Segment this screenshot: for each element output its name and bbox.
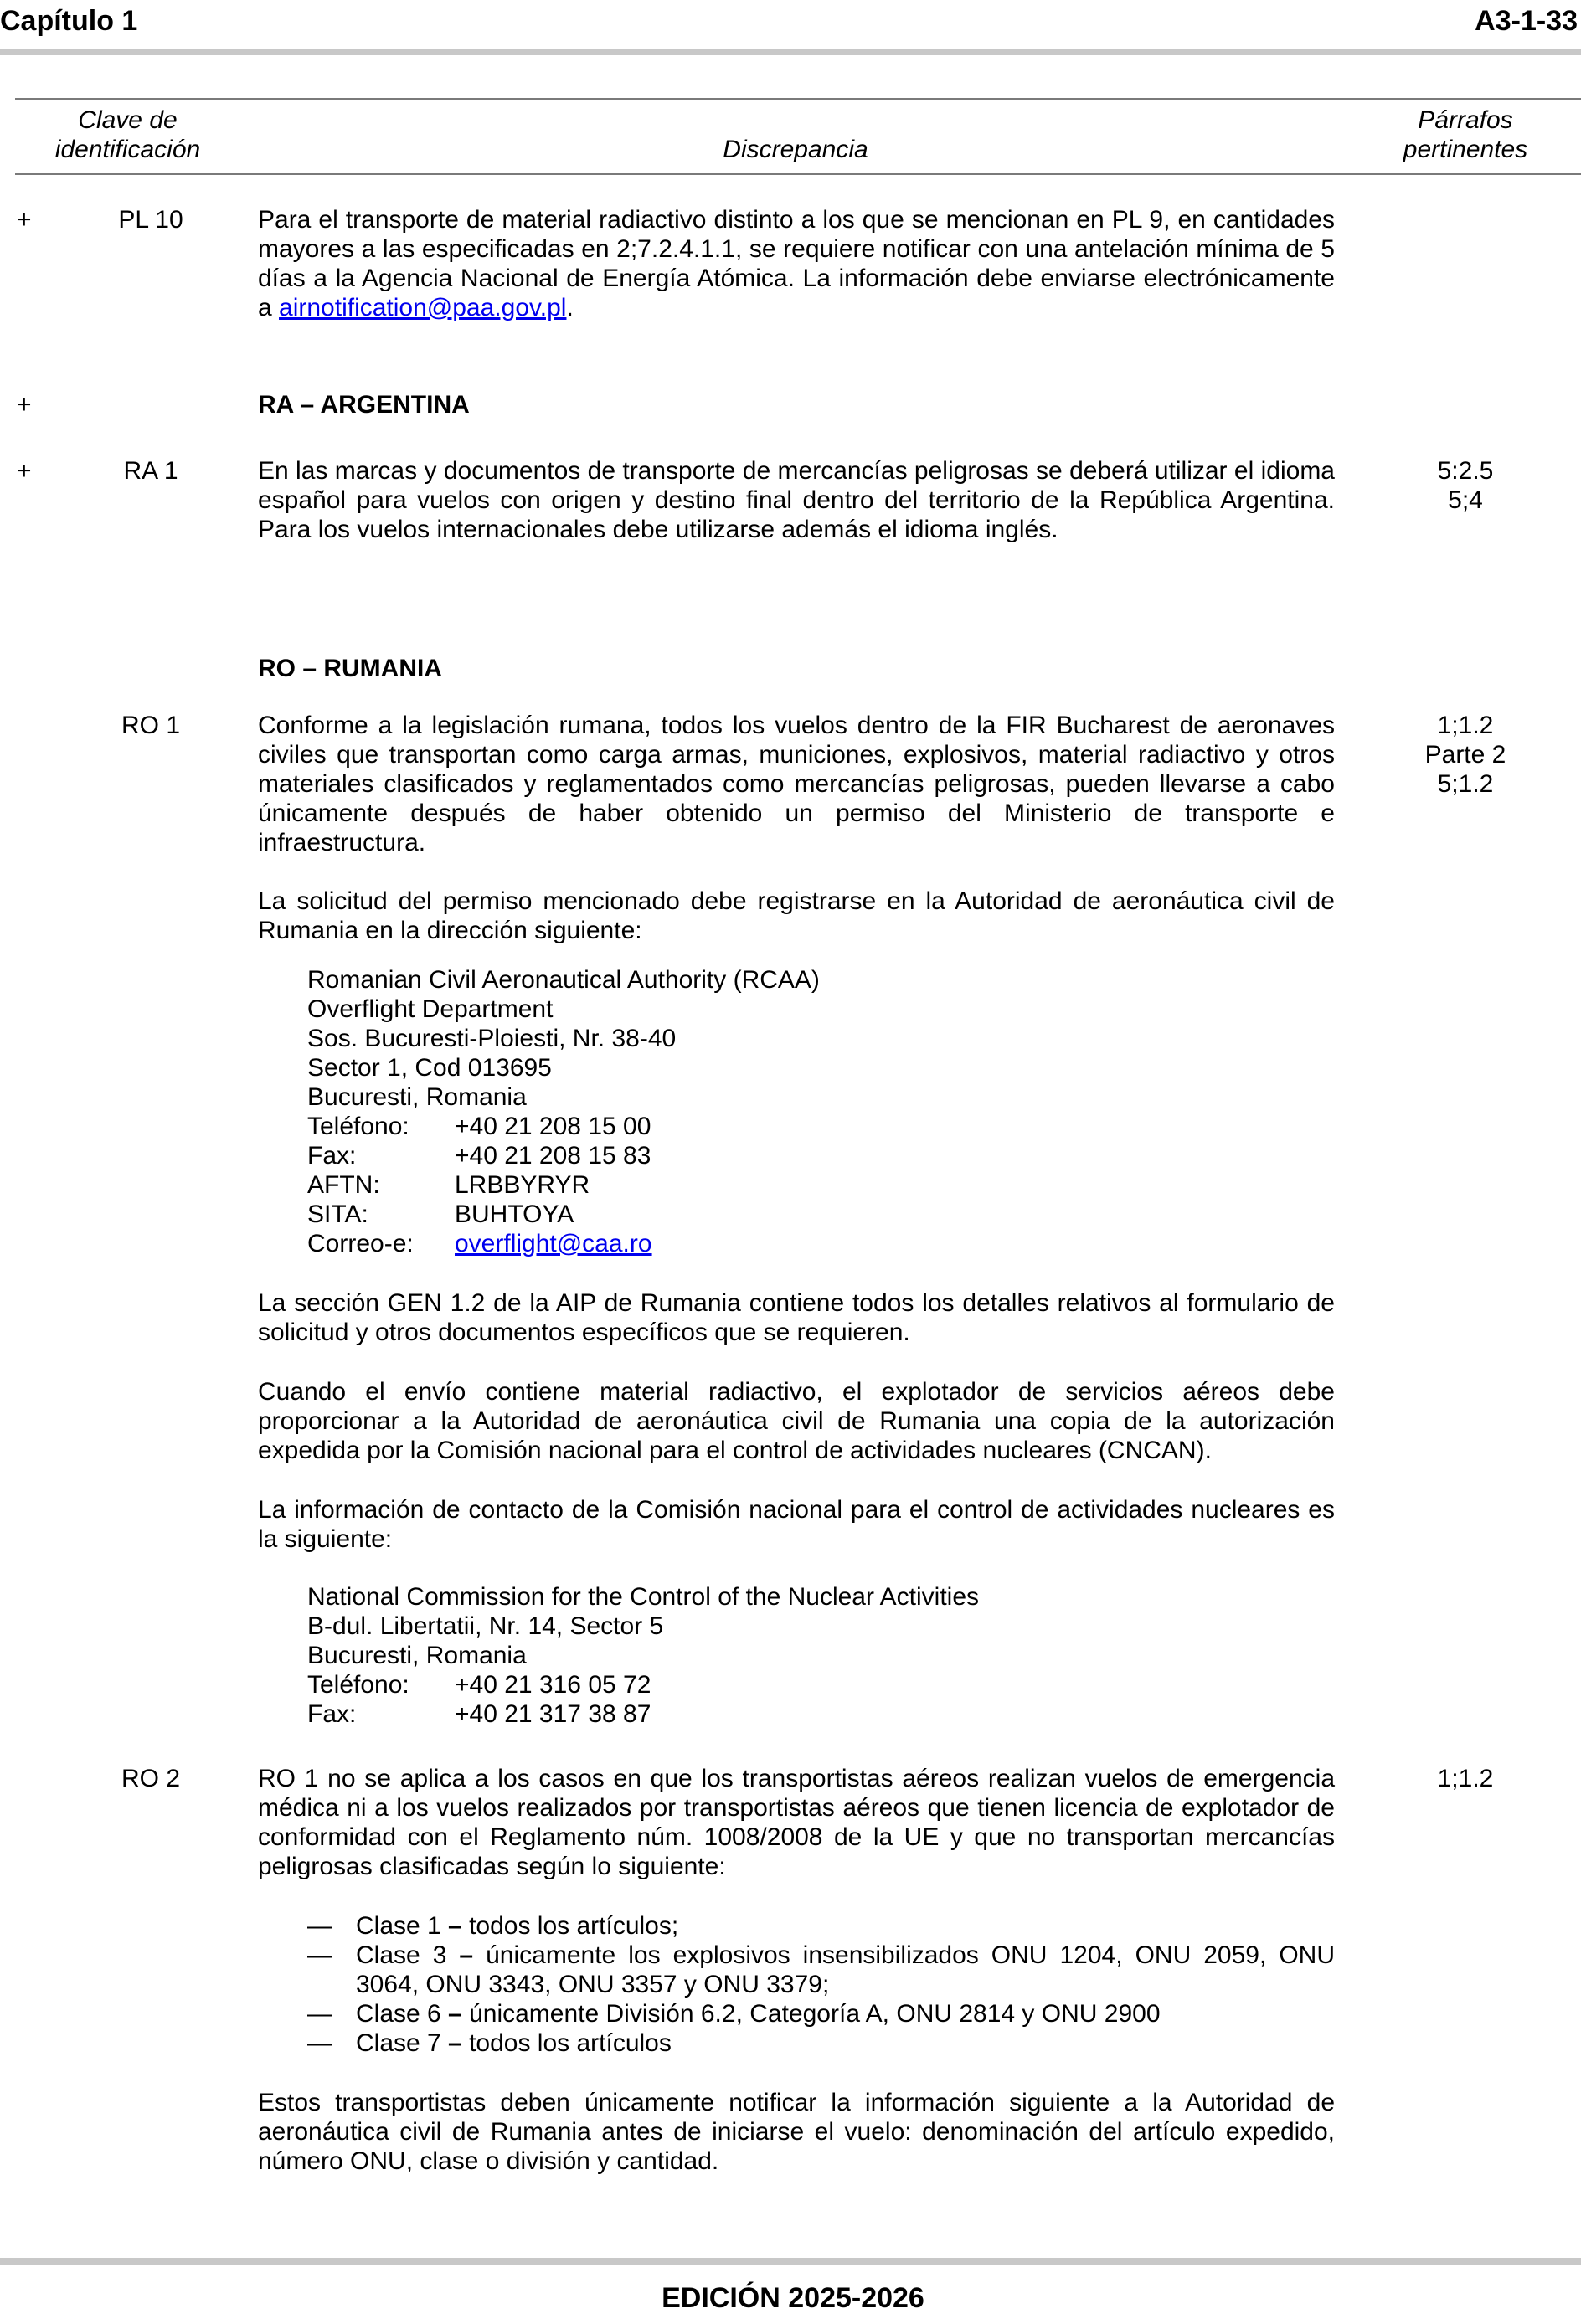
ref-item: 5;4 [1448,486,1483,514]
column-head-refs-line2: pertinentes [1403,136,1528,163]
address-line: Bucuresti, Romania [307,1642,527,1669]
item-sep: – [440,1912,470,1940]
list-item [307,1941,1335,1999]
entry-key-ra1: RA 1 [123,457,178,485]
refs-ro1 [1373,711,1558,799]
pl10-text-end: . [566,294,574,321]
amendment-mark: + [17,391,32,419]
phone-label: Teléfono: [307,1671,409,1699]
table-head-bottom-rule [15,173,1581,175]
ro1-paragraph-4: Cuando el envío contiene material radiactivo, el explotador de servicios aéreos debe proporcionar a la Autoridad de aeronáutica civil de Rumania una copia de la autorización expedida por la Comisión nacional para el control de actividades nucleares (CNCAN). [258,1378,1335,1464]
item-class: Clase 3 [356,1941,447,1969]
list-item [307,1911,1335,1941]
address-line: Bucuresti, Romania [307,1083,527,1111]
entry-text-ra1 [258,456,1335,544]
aftn-row [307,1170,820,1200]
entry-text-pl10 [258,205,1335,322]
column-head-refs [1373,105,1558,164]
dash-bullet: — [307,1941,332,1969]
ro1-paragraph-2: La solicitud del permiso mencionado debe registrarse en la Autoridad de aeronáutica civil de Rumania en la dirección siguiente: [258,887,1335,944]
address-line: Overflight Department [307,995,554,1023]
address-line: Sector 1, Cod 013695 [307,1054,552,1082]
column-head-key-line2: identificación [54,136,201,163]
ref-item: 1;1.2 [1437,1765,1494,1792]
refs-ra1 [1373,456,1558,515]
dash-bullet: — [307,2029,332,2057]
pl10-text: Para el transporte de material radiactivo distinto a los que se mencionan en PL 9, en cantidades mayores a las especificadas en 2;7.2.4.1.1, se requiere notificar con una antelación mínima de 5 días a la Agencia Nacional de Energía Atómica. La información debe enviarse electrónicamente a [258,206,1335,321]
column-head-key [33,105,222,164]
email-row [307,1229,820,1258]
table-head-top-rule [15,98,1581,100]
pl10-email-link[interactable]: airnotification@paa.gov.pl [279,294,567,321]
fax-row [307,1699,979,1729]
entry-key-ro2: RO 2 [121,1765,181,1792]
column-head-discrepancy: Discrepancia [723,136,868,163]
address-line: National Commission for the Control of the Nuclear Activities [307,1583,980,1611]
header-rule [0,49,1581,55]
ref-item: 5:2.5 [1437,457,1494,485]
chapter-title: Capítulo 1 [0,5,138,37]
item-class: Clase 6 [356,2000,441,2028]
amendment-mark: + [17,206,32,234]
item-text: únicamente los explosivos insensibilizados ONU 1204, ONU 2059, ONU 3064, ONU 3343, ONU 3357 y ONU 3379; [356,1941,1335,1998]
item-text: únicamente División 6.2, Categoría A, ONU 2814 y ONU 2900 [469,2000,1161,2028]
dash-bullet: — [307,2000,332,2028]
item-text: todos los artículos [469,2029,672,2057]
edition-footer: EDICIÓN 2025-2026 [662,2282,924,2314]
address-line: Sos. Bucuresti-Ploiesti, Nr. 38-40 [307,1025,677,1052]
fax-value: +40 21 208 15 83 [455,1142,651,1170]
phone-row [307,1670,979,1699]
item-text: todos los artículos; [469,1912,679,1940]
state-heading-argentina: RA – ARGENTINA [258,391,470,419]
column-head-refs-line1: Párrafos [1418,106,1513,134]
address-line: Romanian Civil Aeronautical Authority (RCAA) [307,966,820,994]
ref-item: 5;1.2 [1437,770,1494,798]
sita-row [307,1200,820,1229]
ref-item: Parte 2 [1424,741,1506,769]
item-sep: – [440,2000,470,2028]
item-class: Clase 1 [356,1912,441,1940]
fax-row [307,1141,820,1170]
fax-label: Fax: [307,1700,357,1728]
sita-label: SITA: [307,1201,368,1228]
refs-ro2 [1373,1764,1558,1793]
list-item [307,2028,1335,2058]
email-link[interactable]: overflight@caa.ro [455,1230,652,1257]
cncan-address-block [307,1582,979,1729]
ro2-class-list [307,1911,1335,2058]
column-head-key-line1: Clave de [78,106,178,134]
list-item [307,1999,1335,2028]
footer-rule [0,2258,1581,2265]
sita-value: BUHTOYA [455,1201,574,1228]
phone-row [307,1112,820,1141]
fax-label: Fax: [307,1142,357,1170]
address-line: B-dul. Libertatii, Nr. 14, Sector 5 [307,1612,664,1640]
ref-item: 1;1.2 [1437,712,1494,739]
item-sep: – [446,1941,487,1969]
state-heading-rumania: RO – RUMANIA [258,655,443,682]
item-sep: – [440,2029,470,2057]
entry-key-pl10: PL 10 [118,206,183,234]
item-class: Clase 7 [356,2029,441,2057]
dash-bullet: — [307,1912,332,1940]
ra1-text: En las marcas y documentos de transporte de mercancías peligrosas se deberá utilizar el idioma español para vuelos con origen y destino final dentro del territorio de la República Argentina. Para los vuelos internacionales debe utilizarse además el idioma inglés. [258,457,1335,543]
ro1-paragraph-5: La información de contacto de la Comisión nacional para el control de actividades nucleares es la siguiente: [258,1496,1335,1553]
phone-label: Teléfono: [307,1113,409,1140]
aftn-value: LRBBYRYR [455,1171,590,1199]
fax-value: +40 21 317 38 87 [455,1700,651,1728]
ro2-paragraph-2: Estos transportistas deben únicamente notificar la información siguiente a la Autoridad de aeronáutica civil de Rumania antes de iniciarse el vuelo: denominación del artículo expedido, número ONU, clase o división y cantidad. [258,2089,1335,2175]
page-number: A3-1-33 [1475,5,1578,37]
email-label: Correo-e: [307,1230,414,1257]
entry-key-ro1: RO 1 [121,712,181,739]
ro2-paragraph-1: RO 1 no se aplica a los casos en que los transportistas aéreos realizan vuelos de emergencia médica ni a los vuelos realizados por transportistas aéreos que tienen licencia de explotador de conformidad con el Reglamento núm. 1008/2008 de la UE y que no transportan mercancías peligrosas clasificadas según lo siguiente: [258,1765,1335,1880]
rcaa-address-block [307,965,820,1258]
ro1-paragraph-3: La sección GEN 1.2 de la AIP de Rumania contiene todos los detalles relativos al formulario de solicitud y otros documentos específicos que se requieren. [258,1289,1335,1346]
phone-value: +40 21 316 05 72 [455,1671,651,1699]
amendment-mark: + [17,457,32,485]
ro1-paragraph-1: Conforme a la legislación rumana, todos los vuelos dentro de la FIR Bucharest de aeronaves civiles que transportan como carga armas, municiones, explosivos, material radiactivo y otros materiales clasificados y reglamentados como mercancías peligrosas, pueden llevarse a cabo únicamente después de haber obtenido un permiso del Ministerio de transporte e infraestructura. [258,712,1335,856]
aftn-label: AFTN: [307,1171,380,1199]
phone-value: +40 21 208 15 00 [455,1113,651,1140]
